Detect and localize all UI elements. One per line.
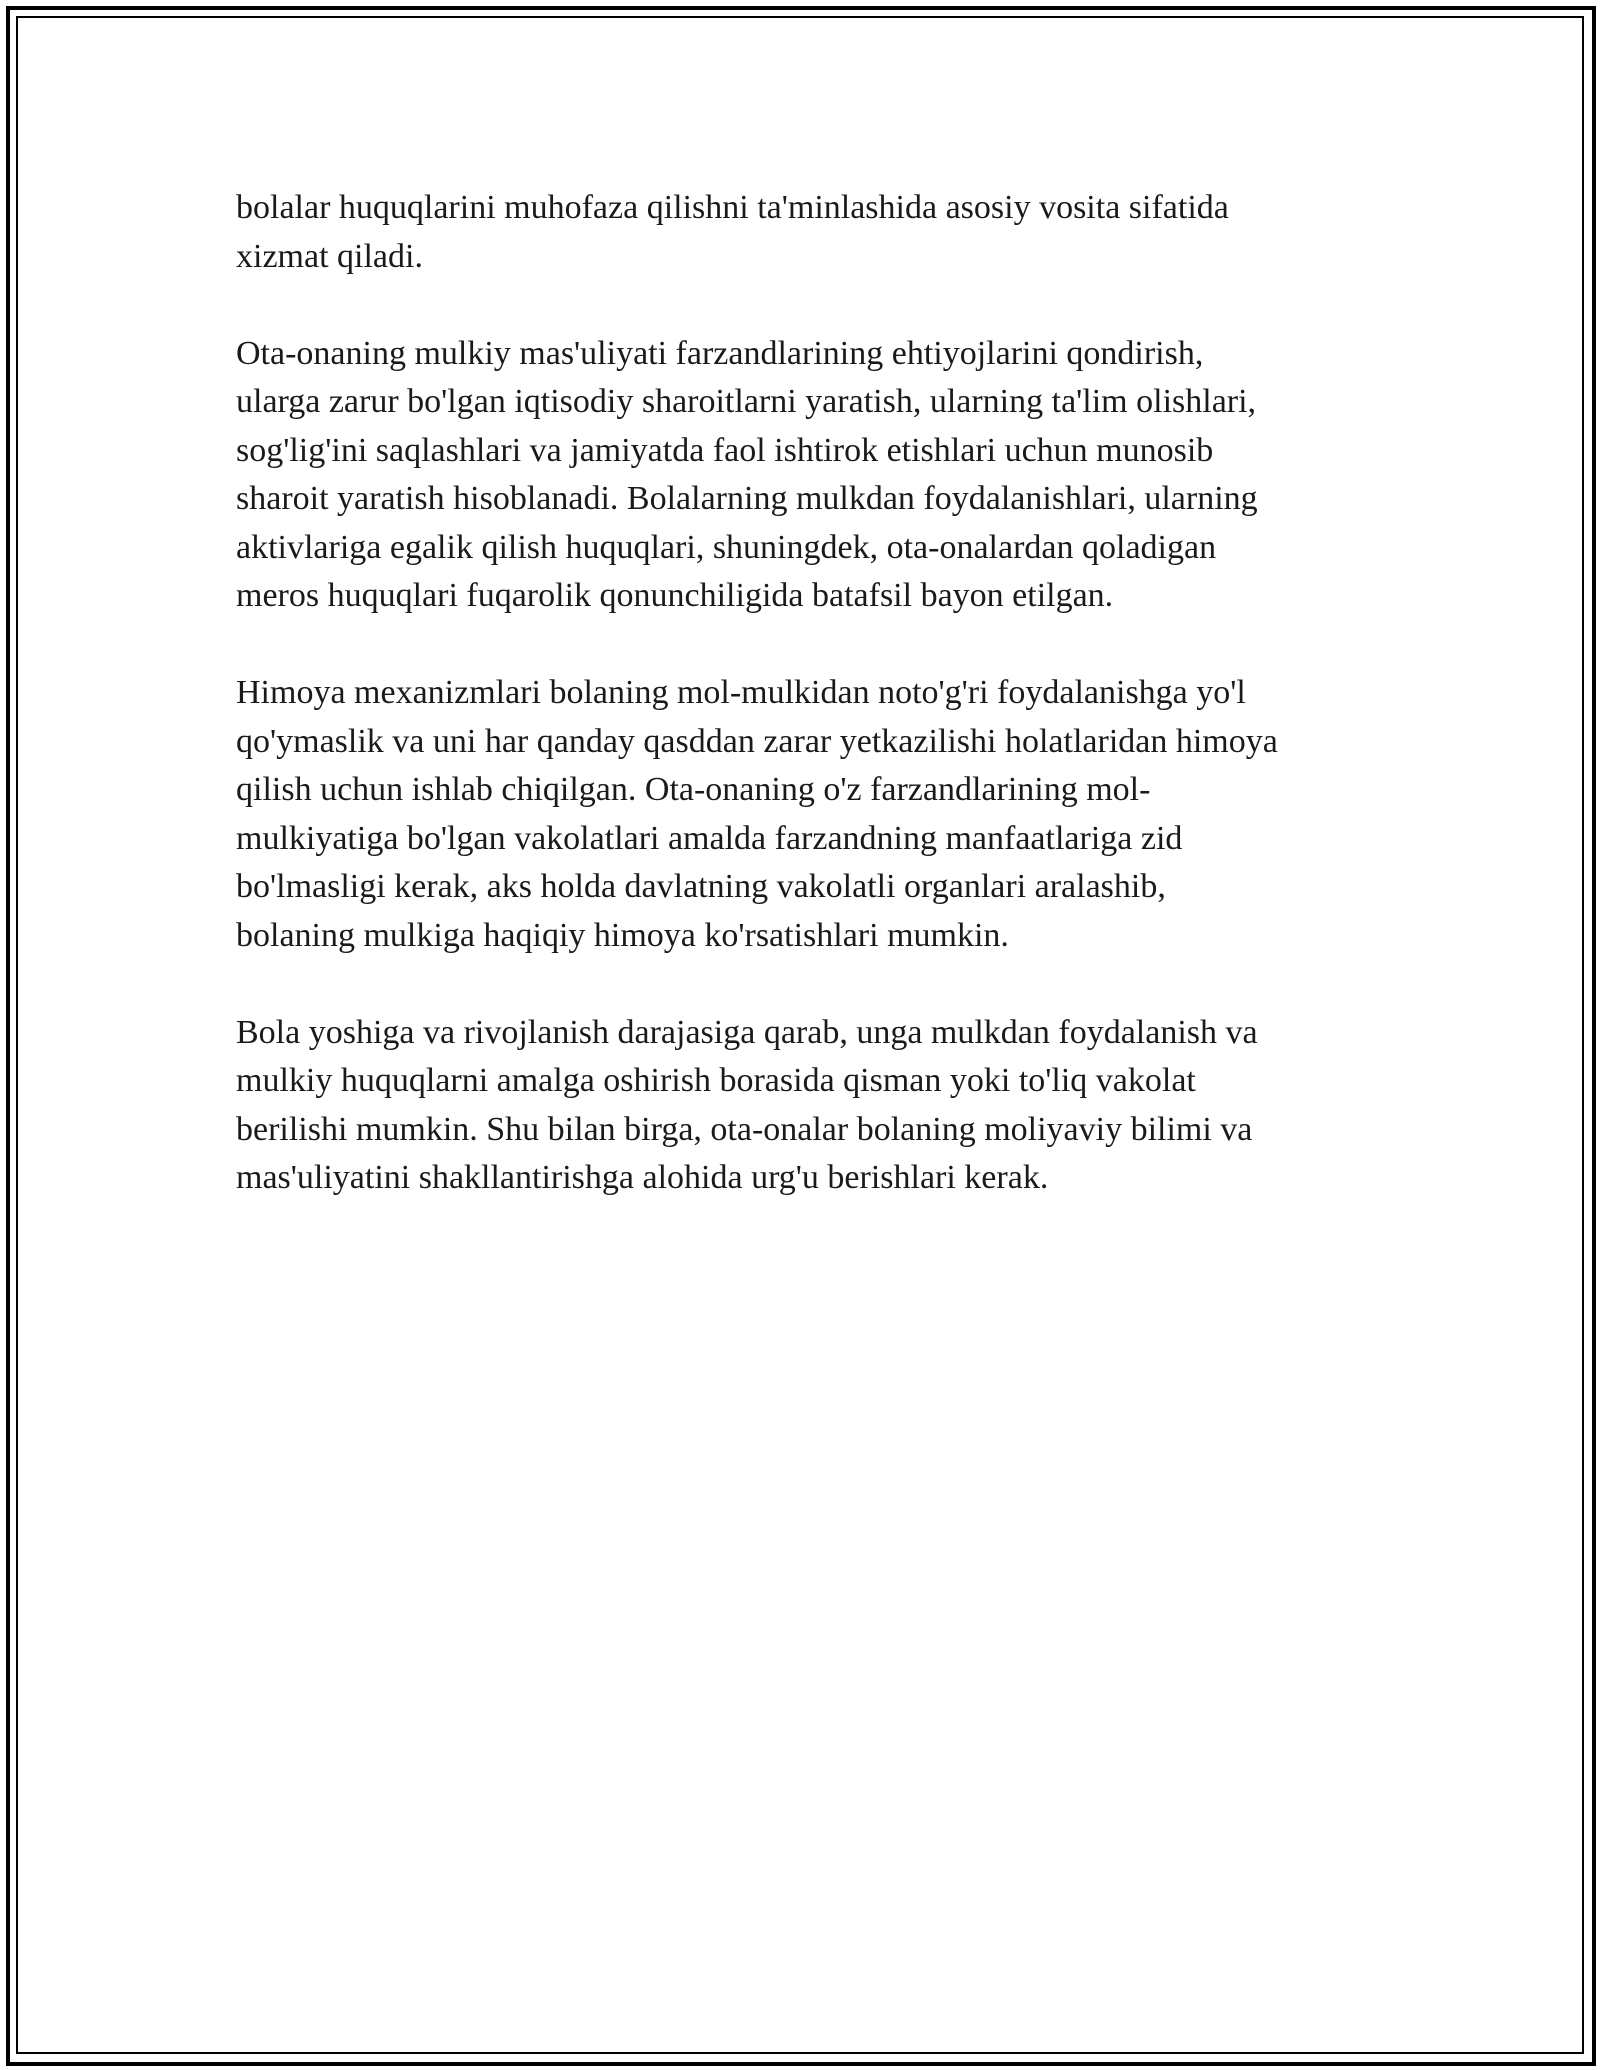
text-line: mas'uliyatini shakllantirishga alohida urg'u berishlari kerak. (236, 1159, 1049, 1196)
text-line: Ota-onaning mulkiy mas'uliyati farzandlarining ehtiyojlarini qondirish, (236, 334, 1204, 372)
text-line: sog'lig'ini saqlashlari va jamiyatda faol ishtirok etishlari uchun munosib (236, 431, 1214, 469)
text-line: mulkiyatiga bo'lgan vakolatlari amalda farzandning manfaatlariga zid (236, 819, 1183, 857)
paragraph-2 (236, 330, 1366, 621)
paragraph-3 (236, 669, 1366, 960)
text-line: qo'ymaslik va uni har qanday qasddan zarar yetkazilishi holatlaridan himoya (236, 722, 1278, 760)
document-body (236, 184, 1366, 1251)
text-line: bolaning mulkiga haqiqiy himoya ko'rsatishlari mumkin. (236, 916, 1009, 954)
text-line: Bola yoshiga va rivojlanish darajasiga qarab, unga mulkdan foydalanish va (236, 1013, 1258, 1051)
text-line: mulkiy huquqlarni amalga oshirish borasida qisman yoki to'liq vakolat (236, 1062, 1196, 1099)
text-line: Himoya mexanizmlari bolaning mol-mulkidan noto'g'ri foydalanishga yo'l (236, 674, 1246, 711)
text-line: ularga zarur bo'lgan iqtisodiy sharoitlarni yaratish, ularning ta'lim olishlari, (236, 383, 1257, 420)
paragraph-1 (236, 184, 1366, 281)
text-line: berilishi mumkin. Shu bilan birga, ota-onalar bolaning moliyaviy bilimi va (236, 1110, 1253, 1148)
text-line: sharoit yaratish hisoblanadi. Bolalarning mulkdan foydalanishlari, ularning (236, 480, 1258, 517)
text-line: aktivlariga egalik qilish huquqlari, shuningdek, ota-onalardan qoladigan (236, 528, 1217, 566)
paragraph-4 (236, 1009, 1366, 1203)
text-line: meros huquqlari fuqarolik qonunchiligida batafsil bayon etilgan. (236, 577, 1114, 614)
text-line: bo'lmasligi kerak, aks holda davlatning vakolatli organlari aralashib, (236, 868, 1166, 905)
text-line: bolalar huquqlarini muhofaza qilishni ta'minlashida asosiy vosita sifatida (236, 189, 1229, 226)
text-line: qilish uchun ishlab chiqilgan. Ota-onaning o'z farzandlarining mol- (236, 771, 1151, 808)
text-line: xizmat qiladi. (236, 237, 423, 275)
